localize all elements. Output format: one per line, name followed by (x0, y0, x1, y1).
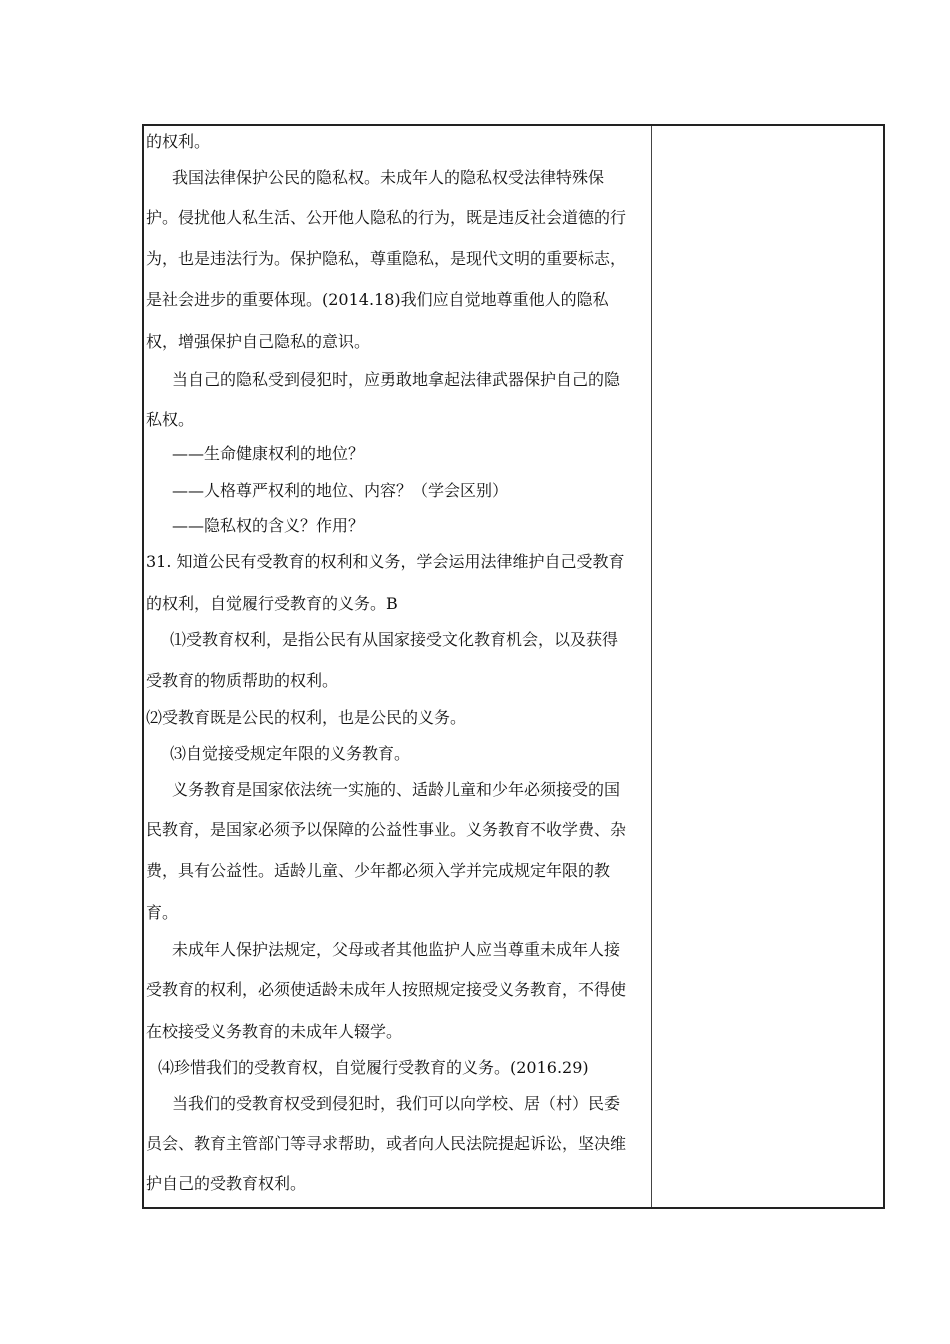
text-line: 护自己的受教育权利。 (146, 1174, 307, 1193)
text-line: 为，也是违法行为。保护隐私，尊重隐私，是现代文明的重要标志， (146, 249, 627, 268)
text-line: 是社会进步的重要体现。(2014.18)我们应自觉地尊重他人的隐私 (146, 290, 609, 309)
text-line: ⑵受教育既是公民的权利，也是公民的义务。 (146, 708, 467, 727)
text-line: 未成年人保护法规定，父母或者其他监护人应当尊重未成年人接 (172, 940, 621, 959)
text-line: 的权利。 (146, 132, 211, 151)
text-line: 在校接受义务教育的未成年人辍学。 (146, 1022, 403, 1041)
question-line: ——人格尊严权利的地位、内容？（学会区别） (172, 481, 509, 500)
text-line: 义务教育是国家依法统一实施的、适龄儿童和少年必须接受的国 (172, 780, 621, 799)
text-line: 私权。 (146, 410, 195, 429)
text-line: 护。侵扰他人私生活、公开他人隐私的行为，既是违反社会道德的行 (146, 208, 627, 227)
text-line: 员会、教育主管部门等寻求帮助，或者向人民法院提起诉讼，坚决维 (146, 1134, 627, 1153)
text-line: ⑷珍惜我们的受教育权，自觉履行受教育的义务。(2016.29) (158, 1058, 589, 1077)
text-line: 权，增强保护自己隐私的意识。 (146, 332, 371, 351)
text-line: 的权利，自觉履行受教育的义务。B (146, 594, 398, 613)
text-line: 费，具有公益性。适龄儿童、少年都必须入学并完成规定年限的教 (146, 861, 611, 880)
text-line: 民教育，是国家必须予以保障的公益性事业。义务教育不收学费、杂 (146, 820, 627, 839)
question-line: ——隐私权的含义？作用？ (172, 516, 365, 535)
section-heading: 31. 知道公民有受教育的权利和义务，学会运用法律维护自己受教育 (146, 552, 625, 571)
text-line: 受教育的权利，必须使适龄未成年人按照规定接受义务教育，不得使 (146, 980, 627, 999)
text-line: ⑶自觉接受规定年限的义务教育。 (170, 744, 411, 763)
content-cell (144, 126, 651, 1207)
text-line: 当自己的隐私受到侵犯时，应勇敢地拿起法律武器保护自己的隐 (172, 370, 621, 389)
text-line: 育。 (146, 903, 179, 922)
question-line: ——生命健康权利的地位？ (172, 444, 365, 463)
text-line: 我国法律保护公民的隐私权。未成年人的隐私权受法律特殊保 (172, 168, 605, 187)
column-divider (651, 126, 652, 1207)
document-table (142, 124, 885, 1209)
text-line: 当我们的受教育权受到侵犯时，我们可以向学校、居（村）民委 (172, 1094, 621, 1113)
text-line: 受教育的物质帮助的权利。 (146, 671, 339, 690)
text-line: ⑴受教育权利，是指公民有从国家接受文化教育机会，以及获得 (170, 630, 619, 649)
